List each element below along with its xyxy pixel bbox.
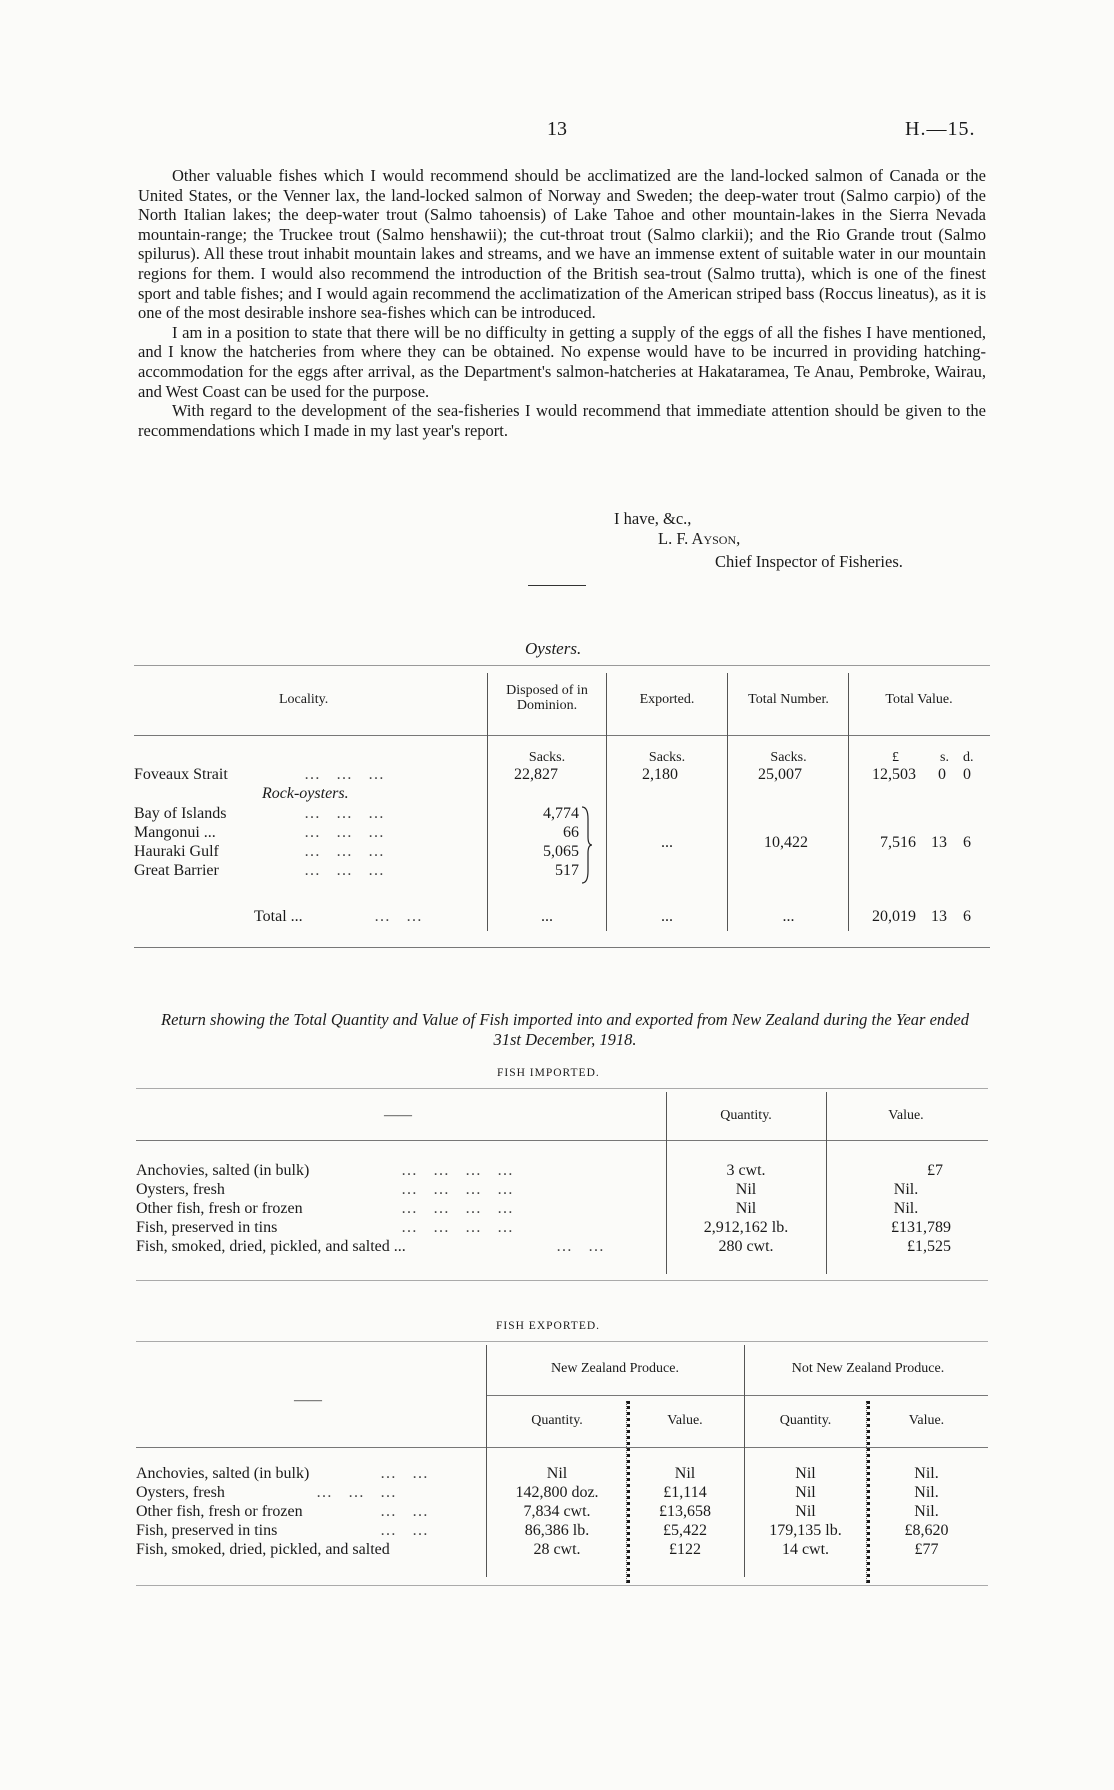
leader-dots: … … — [556, 1238, 610, 1255]
not-nz-value-cell: Nil. — [914, 1503, 939, 1520]
leader-dots: … … … … — [401, 1219, 519, 1236]
header-disposed: Disposed of in Dominion. — [506, 683, 588, 713]
item-cell: Fish, smoked, dried, pickled, and salted ... — [136, 1238, 406, 1255]
signature-closing: I have, &c., — [614, 509, 692, 528]
column-rule — [727, 673, 728, 931]
value-shillings: 13 — [931, 834, 947, 851]
signature-title: Chief Inspector of Fisheries. — [715, 552, 903, 571]
paper-reference: H.—15. — [905, 118, 976, 140]
signature-name: L. F. Ayson, — [658, 529, 741, 548]
report-body — [138, 166, 986, 440]
quantity-cell: 2,912,162 lb. — [703, 1219, 789, 1236]
brace-mark — [580, 805, 594, 885]
total-label: Total ... — [254, 908, 303, 925]
oysters-title: Oysters. — [525, 639, 582, 658]
locality-cell: Hauraki Gulf — [134, 843, 219, 860]
nz-value-cell: £122 — [669, 1541, 701, 1558]
leader-dots: … … — [374, 908, 428, 925]
paragraph: I am in a position to state that there will be no difficulty in getting a supply of the eggs of all the fishes I have mentioned, and I know the hatcheries from where they can be obtained. No expense would have to be incurred in providing hatching-accommodation for the eggs after arrival, as the Department's salmon-hatcheries at Hakataramea, Te Anau, Pembroke, Wairau, and West Coast can be used for the purpose. — [138, 322, 986, 401]
group-nz-produce: New Zealand Produce. — [551, 1361, 679, 1376]
nz-quantity-cell: 7,834 cwt. — [523, 1503, 591, 1520]
nz-quantity-cell: 142,800 doz. — [515, 1484, 599, 1501]
header-quantity: Quantity. — [720, 1108, 772, 1123]
table-rule — [136, 1140, 988, 1141]
total-number-cell: 25,007 — [758, 766, 802, 783]
rock-oysters-heading: Rock-oysters. — [262, 785, 349, 802]
paragraph: Other valuable fishes which I would recommend should be acclimatized are the land-locked salmon of Canada or the United States, or the Venner lax, the land-locked salmon of Norway and Sweden; the deep-water trout (Salmo carpio) of the North Italian lakes; the deep-water trout (Salmo tahoensis) of Lake Tahoe and other mountain-lakes in the Sierra Nevada mountain-range; the Truckee trout (Salmo henshawii); the cut-throat trout (Salmo clarkii); and the Rio Grande trout (Salmo spilurus). All these trout inhabit mountain lakes and streams, and we have an immense extent of suitable water in our mountain regions for them. I would also recommend the introduction of the British sea-trout (Salmo trutta), which is one of the finest sport and table fishes; and I would again recommend the acclimatization of the American striped bass (Roccus lineatus), as it is one of the most desirable inshore sea-fishes which can be introduced. — [138, 166, 986, 323]
nz-value-cell: Nil — [674, 1465, 696, 1482]
blank-header: —— — [294, 1393, 322, 1408]
fish-imported-heading: FISH IMPORTED. — [497, 1067, 600, 1079]
header-quantity: Quantity. — [779, 1413, 832, 1428]
leader-dots: … … … — [316, 1484, 402, 1501]
quantity-cell: Nil — [735, 1200, 757, 1217]
header-total-value: Total Value. — [885, 692, 953, 707]
unit-sacks: Sacks. — [770, 750, 807, 765]
header-value: Value. — [888, 1108, 924, 1123]
leader-dots: … … — [380, 1465, 434, 1482]
header-exported: Exported. — [639, 692, 695, 707]
disposed-cell: ... — [541, 908, 553, 925]
nz-quantity-cell: 28 cwt. — [533, 1541, 581, 1558]
leader-dots: … … … … — [401, 1181, 519, 1198]
item-cell: Other fish, fresh or frozen — [136, 1200, 303, 1217]
value-shillings: 13 — [931, 908, 947, 925]
page-number: 13 — [547, 118, 567, 140]
header-locality: Locality. — [279, 692, 329, 707]
value-cell: £131,789 — [891, 1219, 951, 1236]
nz-value-cell: £13,658 — [659, 1503, 711, 1520]
fish-exported-heading: FISH EXPORTED. — [496, 1320, 601, 1332]
leader-dots: … … … — [304, 805, 390, 822]
nz-value-cell: £5,422 — [663, 1522, 707, 1539]
exported-cell: ... — [661, 908, 673, 925]
not-nz-value-cell: £77 — [914, 1541, 939, 1558]
leader-dots: … … — [380, 1503, 434, 1520]
locality-cell: Mangonui ... — [134, 824, 216, 841]
column-rule — [487, 673, 488, 931]
item-cell: Other fish, fresh or frozen — [136, 1503, 303, 1520]
not-nz-quantity-cell: 14 cwt. — [781, 1541, 830, 1558]
leader-dots: … … … — [304, 824, 390, 841]
locality-cell: Great Barrier — [134, 862, 219, 879]
value-pence: 6 — [963, 908, 971, 925]
item-cell: Fish, preserved in tins — [136, 1219, 278, 1236]
value-pounds: 7,516 — [880, 834, 916, 851]
value-pounds: 12,503 — [872, 766, 916, 783]
return-title: Return showing the Total Quantity and Value of Fish imported into and exported from New Zealand during the Year ended 31st December, 1918. — [160, 1010, 970, 1049]
table-rule — [136, 1447, 988, 1448]
fish-imported-table — [136, 1088, 988, 1288]
item-cell: Oysters, fresh — [136, 1181, 225, 1198]
item-cell: Fish, preserved in tins — [136, 1522, 278, 1539]
nz-value-cell: £1,114 — [663, 1484, 707, 1501]
page-header — [0, 118, 1114, 146]
leader-dots: … … … — [304, 843, 390, 860]
total-number-cell: ... — [782, 908, 795, 925]
disposed-cell: 66 — [563, 824, 579, 841]
group-not-nz-produce: Not New Zealand Produce. — [791, 1361, 945, 1376]
column-rule — [486, 1345, 487, 1577]
table-rule — [134, 665, 990, 666]
table-rule — [134, 947, 990, 948]
value-pounds: 20,019 — [872, 908, 916, 925]
unit-pounds: £ — [892, 750, 899, 765]
leader-dots: … … … — [304, 766, 390, 783]
column-rule — [666, 1092, 667, 1274]
value-cell: £1,525 — [907, 1238, 951, 1255]
item-cell: Anchovies, salted (in bulk) — [136, 1465, 310, 1482]
header-value: Value. — [908, 1413, 945, 1428]
total-number-cell: 10,422 — [764, 834, 808, 851]
exported-cell: ... — [661, 834, 673, 851]
oysters-table — [134, 665, 990, 965]
column-rule — [744, 1345, 745, 1577]
column-rule — [826, 1092, 827, 1274]
fish-exported-table — [136, 1341, 988, 1591]
paragraph: With regard to the development of the sea-fisheries I would recommend that immediate attention should be given to the recommendations which I made in my last year's report. — [138, 401, 986, 440]
not-nz-value-cell: Nil. — [914, 1484, 939, 1501]
quantity-cell: 280 cwt. — [718, 1238, 774, 1255]
header-total-number: Total Number. — [748, 692, 829, 707]
table-rule — [134, 735, 990, 736]
table-rule — [136, 1341, 988, 1342]
value-cell: Nil. — [893, 1200, 919, 1217]
value-pence: 0 — [963, 766, 971, 783]
not-nz-quantity-cell: 179,135 lb. — [769, 1522, 842, 1539]
blank-header: —— — [384, 1108, 412, 1123]
unit-shillings: s. — [940, 750, 949, 765]
disposed-cell: 517 — [555, 862, 579, 879]
not-nz-quantity-cell: Nil — [795, 1484, 816, 1501]
leader-dots: … … … … — [401, 1162, 519, 1179]
leader-dots: … … … … — [401, 1200, 519, 1217]
exported-cell: 2,180 — [642, 766, 678, 783]
value-pence: 6 — [963, 834, 971, 851]
item-cell: Oysters, fresh — [136, 1484, 225, 1501]
table-rule — [136, 1585, 988, 1586]
value-cell: Nil. — [893, 1181, 919, 1198]
unit-sacks: Sacks. — [648, 750, 686, 765]
item-cell: Anchovies, salted (in bulk) — [136, 1162, 310, 1179]
locality-cell: Foveaux Strait — [134, 766, 228, 783]
unit-pence: d. — [963, 750, 974, 765]
unit-sacks: Sacks. — [528, 750, 566, 765]
header-value: Value. — [667, 1413, 703, 1428]
leader-dots: … … — [380, 1522, 434, 1539]
column-rule — [606, 673, 607, 931]
header-quantity: Quantity. — [531, 1413, 583, 1428]
table-rule — [136, 1088, 988, 1089]
value-shillings: 0 — [938, 766, 946, 783]
not-nz-quantity-cell: Nil — [795, 1465, 816, 1482]
quantity-cell: 3 cwt. — [726, 1162, 766, 1179]
disposed-cell: 4,774 — [543, 805, 579, 822]
disposed-cell: 5,065 — [543, 843, 579, 860]
quantity-cell: Nil — [735, 1181, 757, 1198]
table-rule — [486, 1395, 988, 1396]
item-cell: Fish, smoked, dried, pickled, and salted — [136, 1541, 390, 1558]
not-nz-quantity-cell: Nil — [795, 1503, 816, 1520]
not-nz-value-cell: Nil. — [914, 1465, 939, 1482]
value-cell: £7 — [927, 1162, 943, 1179]
nz-quantity-cell: Nil — [546, 1465, 568, 1482]
nz-quantity-cell: 86,386 lb. — [524, 1522, 590, 1539]
disposed-cell: 22,827 — [514, 766, 558, 783]
column-rule — [848, 673, 849, 931]
table-rule — [136, 1280, 988, 1281]
leader-dots: … … … — [304, 862, 390, 879]
locality-cell: Bay of Islands — [134, 805, 227, 822]
not-nz-value-cell: £8,620 — [904, 1522, 949, 1539]
divider — [528, 585, 586, 586]
